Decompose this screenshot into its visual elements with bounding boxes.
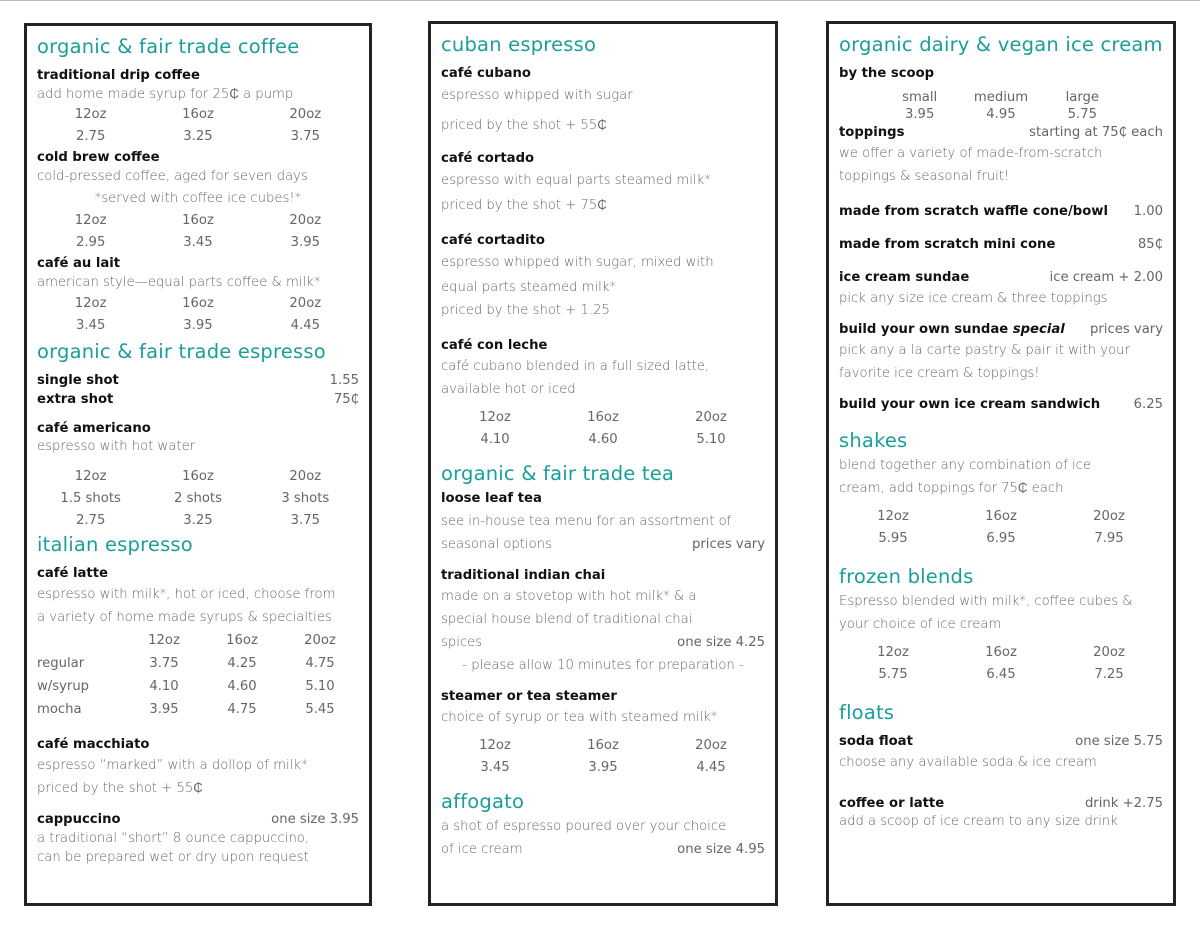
- size-label: 12oz: [74, 107, 107, 122]
- extra-shot-row: [37, 390, 359, 409]
- price: 75₵: [333, 392, 359, 407]
- price: 4.10: [149, 679, 179, 694]
- size-row: [839, 506, 1163, 528]
- item-mini-cone: made from scratch mini cone: [839, 237, 1056, 252]
- item-desc: choose any available soda & ice cream: [839, 755, 1097, 770]
- size-label: 12oz: [479, 738, 511, 753]
- section-title-espresso: organic & fair trade espresso: [37, 340, 326, 363]
- price: 4.75: [305, 656, 335, 671]
- shots-label: 1.5 shots: [60, 491, 121, 506]
- size-label: 16oz: [182, 213, 214, 228]
- item-waffle-cone: made from scratch waffle cone/bowl: [839, 204, 1108, 219]
- price: 2.75: [75, 129, 106, 144]
- waffle-row: [839, 202, 1163, 221]
- size-row: [37, 104, 359, 126]
- price: 3.95: [588, 760, 618, 775]
- size-row: [879, 89, 1123, 106]
- price: 4.45: [290, 318, 320, 333]
- price: 4.60: [227, 679, 257, 694]
- price: 4.75: [227, 702, 257, 717]
- item-cafe-con-leche: café con leche: [441, 338, 548, 353]
- price: 3.75: [149, 656, 179, 671]
- item-desc: toppings & seasonal fruit!: [839, 169, 1010, 184]
- item-by-the-scoop: by the scoop: [839, 66, 935, 81]
- item-desc: we offer a variety of made-from-scratch: [839, 146, 1103, 161]
- row-label: w/syrup: [37, 679, 90, 694]
- item-desc: espresso whipped with sugar, mixed with: [441, 255, 714, 270]
- price: 3.75: [290, 129, 320, 144]
- price: one size 4.25: [677, 635, 765, 650]
- item-cappuccino: cappuccino: [37, 812, 121, 827]
- section-title-shakes: shakes: [839, 429, 908, 452]
- item-desc: of ice cream: [441, 842, 523, 857]
- item-price-note: priced by the shot + 75₵: [441, 198, 607, 213]
- price: 5.75: [878, 667, 908, 682]
- size-label: 20oz: [289, 469, 322, 484]
- item-steamer: steamer or tea steamer: [441, 689, 617, 704]
- shots-label: 2 shots: [174, 491, 222, 506]
- item-desc: your choice of ice cream: [839, 617, 1002, 632]
- size-label: 20oz: [695, 738, 727, 753]
- item-desc: american style—equal parts coffee & milk*: [37, 275, 321, 290]
- price: 5.10: [305, 679, 335, 694]
- price: one size 3.95: [271, 812, 359, 827]
- size-label: medium: [973, 90, 1029, 105]
- item-desc: espresso with hot water: [37, 439, 196, 454]
- item-price-note: priced by the shot + 55₵: [37, 781, 203, 796]
- item-desc: pick any size ice cream & three toppings: [839, 291, 1108, 306]
- item-desc: spices: [441, 635, 483, 650]
- price: 2.95: [75, 235, 106, 250]
- loose-leaf-row: [441, 533, 765, 556]
- price-row: [441, 429, 765, 451]
- price-row: [441, 757, 765, 779]
- item-price-note: priced by the shot + 55₵: [441, 118, 607, 133]
- price-row: [879, 106, 1123, 123]
- price-row: [37, 510, 359, 532]
- price-row: [839, 664, 1163, 686]
- size-label: 12oz: [877, 509, 909, 524]
- size-label: 16oz: [182, 469, 214, 484]
- size-label: 20oz: [289, 296, 322, 311]
- item-name: build your own sundae: [839, 322, 1009, 337]
- price: 6.45: [986, 667, 1016, 682]
- price-row: [37, 126, 359, 148]
- sandwich-row: [839, 395, 1163, 414]
- section-title-ice-cream: organic dairy & vegan ice cream: [839, 33, 1163, 56]
- size-label: 12oz: [74, 296, 107, 311]
- price: 3.25: [183, 513, 213, 528]
- item-desc: can be prepared wet or dry upon request: [37, 850, 309, 865]
- price: 5.10: [696, 432, 726, 447]
- item-desc: espresso with equal parts steamed milk*: [441, 173, 711, 188]
- size-row: [37, 466, 359, 488]
- size-label: 20oz: [289, 107, 322, 122]
- item-desc: a shot of espresso poured over your choice: [441, 819, 727, 834]
- item-desc: available hot or iced: [441, 382, 576, 397]
- price: 6.25: [1133, 397, 1163, 412]
- item-ice-cream-sundae: ice cream sundae: [839, 270, 970, 285]
- size-label: 12oz: [74, 469, 107, 484]
- item-desc: a traditional “short” 8 ounce cappuccino,: [37, 831, 310, 846]
- price: drink +2.75: [1084, 796, 1163, 811]
- size-label: 16oz: [587, 410, 619, 425]
- item-desc: special house blend of traditional chai: [441, 612, 693, 627]
- price: 3.95: [183, 318, 213, 333]
- size-label: 16oz: [182, 107, 214, 122]
- price: 5.95: [878, 531, 908, 546]
- size-label: 12oz: [148, 633, 180, 648]
- price: 5.45: [305, 702, 335, 717]
- section-title-frozen-blends: frozen blends: [839, 565, 974, 588]
- item-desc: espresso “marked” with a dollop of milk*: [37, 758, 308, 773]
- item-desc: choice of syrup or tea with steamed milk*: [441, 710, 718, 725]
- section-title-affogato: affogato: [441, 790, 525, 813]
- section-title-tea: organic & fair trade tea: [441, 462, 675, 485]
- item-drip-coffee: traditional drip coffee: [37, 68, 200, 83]
- size-row: [441, 735, 765, 757]
- item-coffee-or-latte: coffee or latte: [839, 796, 945, 811]
- item-soda-float: soda float: [839, 734, 913, 749]
- price-row: [37, 232, 359, 254]
- price: 3.45: [183, 235, 213, 250]
- item-desc: blend together any combination of ice: [839, 458, 1092, 473]
- item-desc: Espresso blended with milk*, coffee cubes &: [839, 594, 1133, 609]
- item-cafe-cortado: café cortado: [441, 151, 535, 166]
- shots-row: [37, 488, 359, 510]
- price: 6.95: [986, 531, 1016, 546]
- item-desc: café cubano blended in a full sized latte,: [441, 359, 710, 374]
- soda-float-row: [839, 732, 1163, 751]
- single-shot-row: [37, 371, 359, 390]
- item-build-sundae: [839, 320, 1065, 339]
- price: 7.25: [1094, 667, 1124, 682]
- item-name-emphasis: special: [1012, 322, 1065, 337]
- size-label: large: [1065, 90, 1100, 105]
- price: ice cream + 2.00: [1049, 270, 1163, 285]
- price: 4.60: [588, 432, 618, 447]
- size-label: small: [902, 90, 938, 105]
- item-desc: seasonal options: [441, 537, 552, 552]
- item-desc: pick any a la carte pastry & pair it with your: [839, 343, 1130, 358]
- item-desc: espresso with milk*, hot or iced, choose from: [37, 587, 336, 602]
- item-desc: a variety of home made syrups & specialties: [37, 610, 332, 625]
- size-label: 20oz: [1093, 509, 1125, 524]
- cappuccino-row: [37, 810, 359, 829]
- price: starting at 75₵ each: [1029, 125, 1163, 140]
- item-desc: made on a stovetop with hot milk* & a: [441, 589, 697, 604]
- size-label: 20oz: [695, 410, 727, 425]
- size-row: [37, 210, 359, 232]
- item-extra-shot: extra shot: [37, 392, 114, 407]
- price: 4.45: [696, 760, 726, 775]
- item-cafe-latte: café latte: [37, 566, 108, 581]
- item-cafe-cubano: café cubano: [441, 66, 531, 81]
- item-cafe-cortadito: café cortadito: [441, 233, 545, 248]
- item-desc: add home made syrup for 25₵ a pump: [37, 87, 294, 102]
- item-desc: add a scoop of ice cream to any size drink: [839, 814, 1118, 829]
- price: prices vary: [692, 537, 765, 552]
- price: 3.95: [149, 702, 179, 717]
- price: 2.75: [75, 513, 106, 528]
- item-toppings: toppings: [839, 125, 905, 140]
- section-title-cuban: cuban espresso: [441, 33, 597, 56]
- row-label: regular: [37, 656, 85, 671]
- item-americano: café americano: [37, 421, 151, 436]
- item-desc: equal parts steamed milk*: [441, 280, 617, 295]
- price-row: [839, 528, 1163, 550]
- price: 3.95: [290, 235, 320, 250]
- price: 85₵: [1137, 237, 1163, 252]
- item-note: - please allow 10 minutes for preparation -: [462, 658, 744, 673]
- size-row: [839, 642, 1163, 664]
- size-label: 12oz: [74, 213, 107, 228]
- coffee-float-row: [839, 794, 1163, 813]
- item-note: *served with coffee ice cubes!*: [94, 191, 302, 206]
- item-loose-leaf-tea: loose leaf tea: [441, 491, 542, 506]
- item-cafe-au-lait: café au lait: [37, 256, 121, 271]
- item-cold-brew: cold brew coffee: [37, 150, 160, 165]
- menu-panel-coffee: [24, 23, 372, 906]
- size-label: 20oz: [304, 633, 336, 648]
- price: 1.00: [1133, 204, 1163, 219]
- price: 3.45: [75, 318, 106, 333]
- special-row: [839, 320, 1163, 339]
- item-price-note: priced by the shot + 1.25: [441, 303, 610, 318]
- item-desc: cold-pressed coffee, aged for seven days: [37, 169, 308, 184]
- section-title-coffee: organic & fair trade coffee: [37, 35, 300, 58]
- price: 4.95: [986, 107, 1016, 122]
- price: prices vary: [1090, 322, 1163, 337]
- size-label: 16oz: [226, 633, 258, 648]
- size-label: 12oz: [479, 410, 511, 425]
- item-desc: espresso whipped with sugar: [441, 88, 633, 103]
- item-desc: favorite ice cream & toppings!: [839, 366, 1040, 381]
- price: 3.25: [183, 129, 213, 144]
- price: 5.75: [1067, 107, 1097, 122]
- size-label: 20oz: [289, 213, 322, 228]
- item-macchiato: café macchiato: [37, 737, 150, 752]
- affogato-row: [441, 838, 765, 861]
- size-label: 12oz: [877, 645, 909, 660]
- mini-cone-row: [839, 235, 1163, 254]
- toppings-row: [839, 123, 1163, 142]
- item-desc: see in-house tea menu for an assortment of: [441, 514, 732, 529]
- chai-row: [441, 631, 765, 654]
- section-title-floats: floats: [839, 701, 895, 724]
- size-label: 16oz: [587, 738, 619, 753]
- menu-panel-ice-cream: [826, 21, 1176, 906]
- price: one size 5.75: [1075, 734, 1163, 749]
- price: 3.75: [290, 513, 320, 528]
- price: 3.45: [480, 760, 510, 775]
- price: 4.10: [480, 432, 510, 447]
- shots-label: 3 shots: [281, 491, 330, 506]
- price: 3.95: [904, 107, 935, 122]
- price: 1.55: [329, 373, 359, 388]
- size-label: 20oz: [1093, 645, 1125, 660]
- price: one size 4.95: [677, 842, 765, 857]
- size-row: [441, 407, 765, 429]
- section-title-italian: italian espresso: [37, 533, 193, 556]
- row-label: mocha: [37, 702, 82, 717]
- size-label: 16oz: [985, 509, 1017, 524]
- item-indian-chai: traditional indian chai: [441, 568, 606, 583]
- item-single-shot: single shot: [37, 373, 119, 388]
- sundae-row: [839, 268, 1163, 287]
- price-row: [37, 315, 359, 337]
- top-rule: [0, 0, 1200, 1]
- size-label: 16oz: [985, 645, 1017, 660]
- item-desc: cream, add toppings for 75₵ each: [839, 481, 1064, 496]
- item-ice-cream-sandwich: build your own ice cream sandwich: [839, 397, 1101, 412]
- latte-price-table: [37, 629, 359, 721]
- size-label: 16oz: [182, 296, 214, 311]
- menu-panel-cuban-tea: [428, 21, 778, 906]
- price: 4.25: [227, 656, 257, 671]
- price: 7.95: [1094, 531, 1124, 546]
- size-row: [37, 293, 359, 315]
